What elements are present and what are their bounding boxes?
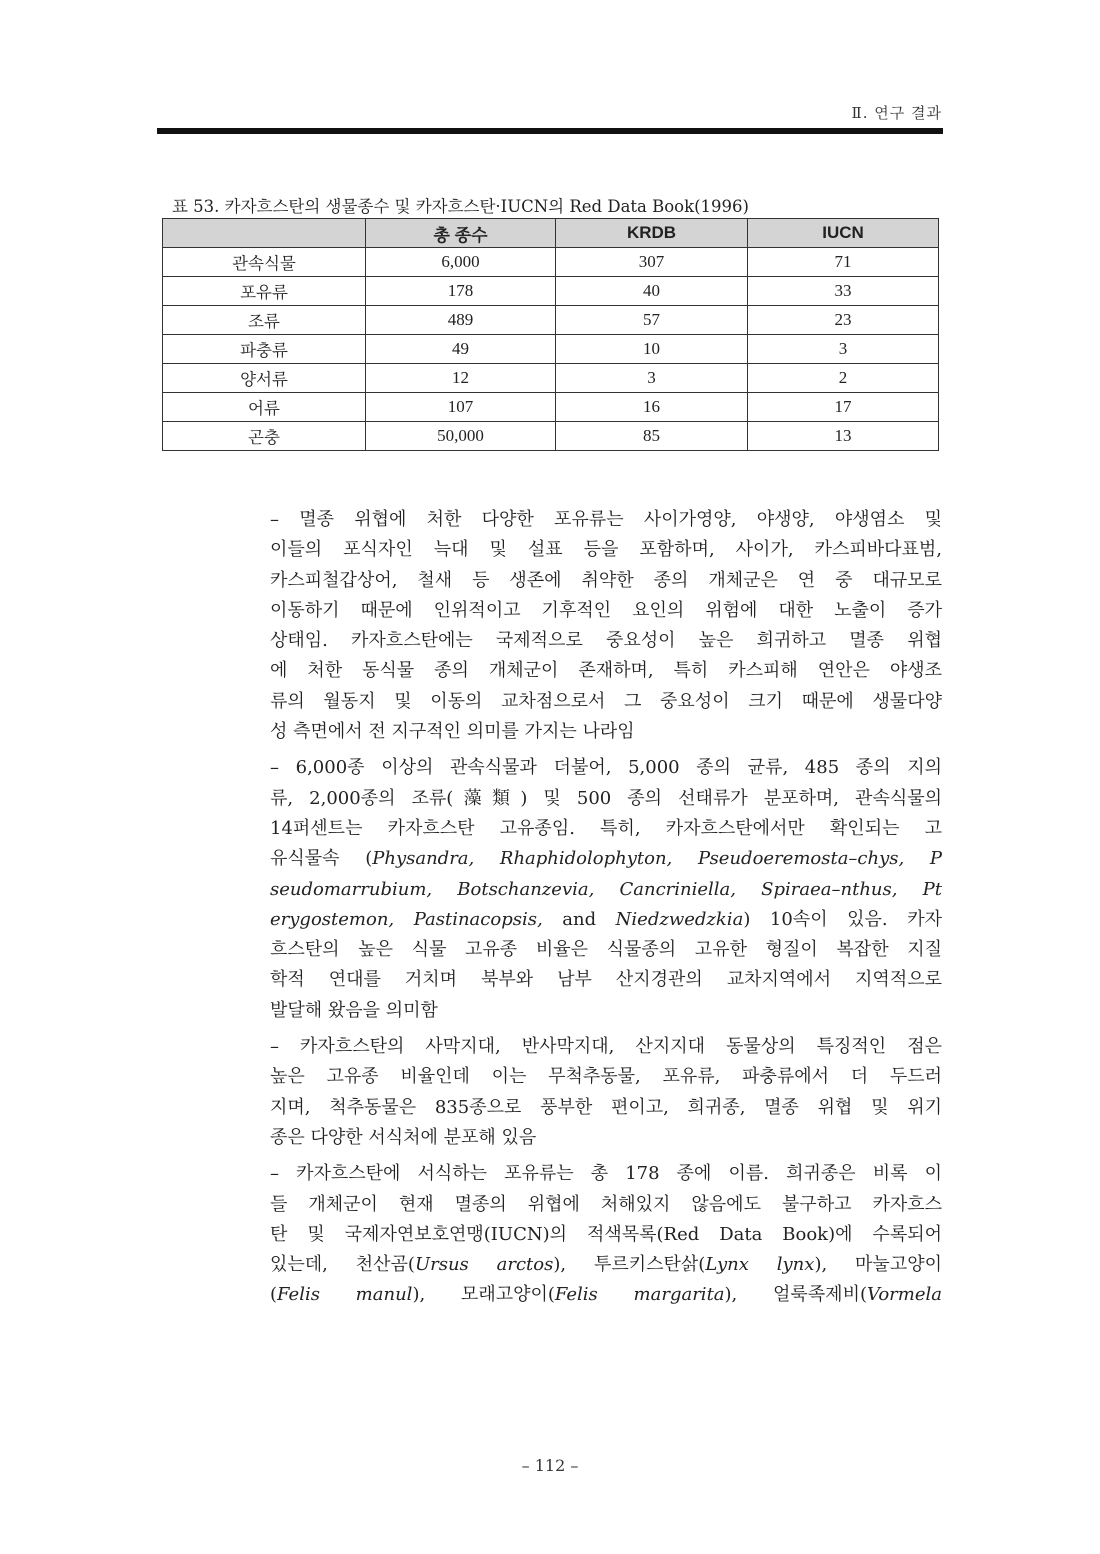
column-header — [163, 219, 366, 248]
table-header-row — [163, 219, 939, 248]
text-line — [270, 875, 942, 905]
table-cell: 13 — [748, 422, 939, 451]
table-cell: 12 — [366, 364, 556, 393]
text-run: and — [542, 908, 616, 930]
table-cell: 파충류 — [163, 335, 366, 364]
text-line: 학적 연대를 거치며 북부와 남부 산지경관의 교차지역에서 지역적으로 — [270, 969, 942, 991]
table-cell: 40 — [556, 277, 748, 306]
table-caption: 표 53. 카자흐스탄의 생물종수 및 카자흐스탄·IUCN의 Red Data Book(1996) — [172, 197, 749, 216]
text-line: – 멸종 위협에 처한 다양한 포유류는 사이가영양, 야생양, 야생염소 및 — [270, 509, 942, 530]
text-line — [270, 905, 942, 935]
text-line: 성 측면에서 전 지구적인 의미를 가지는 나라임 — [270, 721, 635, 743]
running-header: Ⅱ. 연구 결과 — [851, 104, 942, 122]
text-line: 흐스탄의 높은 식물 고유종 비율은 식물종의 고유한 형질이 복잡한 지질 — [270, 939, 942, 961]
table-cell: 포유류 — [163, 277, 366, 306]
table-cell: 17 — [748, 393, 939, 422]
table-cell: 3 — [748, 335, 939, 364]
text-line: 이들의 포식자인 늑대 및 설표 등을 포함하며, 사이가, 카스피바다표범, — [270, 539, 942, 561]
table-cell: 50,000 — [366, 422, 556, 451]
table-cell: 10 — [556, 335, 748, 364]
table-cell: 2 — [748, 364, 939, 393]
text-run: ) 10속이 있음. 카자 — [743, 908, 942, 930]
table-cell: 489 — [366, 306, 556, 335]
table-row — [163, 277, 939, 306]
table-row — [163, 248, 939, 277]
table-cell: 곤충 — [163, 422, 366, 451]
table-cell: 3 — [556, 364, 748, 393]
table-cell: 85 — [556, 422, 748, 451]
table-cell: 49 — [366, 335, 556, 364]
scientific-name: Physandra, Rhaphidolophyton, Pseudoeremosta–chys, P — [372, 848, 942, 870]
table-row — [163, 306, 939, 335]
table-cell: 307 — [556, 248, 748, 277]
text-line: 상태임. 카자흐스탄에는 국제적으로 중요성이 높은 희귀하고 멸종 위협 — [270, 630, 942, 652]
text-line: 이동하기 때문에 인위적이고 기후적인 요인의 위험에 대한 노출이 증가 — [270, 599, 942, 621]
scientific-name: seudomarrubium, Botschanzevia, Cancriniella, Spiraea–nthus, Pt — [270, 878, 942, 900]
text-line: 카스피철갑상어, 철새 등 생존에 취약한 종의 개체군은 연 중 대규모로 — [270, 569, 942, 591]
scientific-name: Lynx lynx — [705, 1254, 815, 1276]
scientific-name: Niedzwedzkia — [615, 908, 744, 930]
table-cell: 107 — [366, 393, 556, 422]
table-cell: 16 — [556, 393, 748, 422]
text-line: 종은 다양한 서식처에 분포해 있음 — [270, 1126, 537, 1148]
text-run: ), 얼룩족제비( — [724, 1284, 867, 1306]
table-row — [163, 393, 939, 422]
text-line: 발달해 왔음을 의미함 — [270, 999, 438, 1021]
text-run: ), 모래고양이( — [412, 1284, 555, 1306]
text-line: – 6,000종 이상의 관속식물과 더불어, 5,000 종의 균류, 485 종의 지의 — [270, 757, 942, 779]
table-cell: 조류 — [163, 306, 366, 335]
scientific-name: Felis manul — [277, 1284, 413, 1306]
paragraph-fauna — [270, 1032, 942, 1153]
body-text — [270, 505, 942, 1317]
table-row — [163, 335, 939, 364]
column-header: IUCN — [748, 219, 939, 248]
text-line: – 카자흐스탄에 서식하는 포유류는 총 178 종에 이름. 희귀종은 비록 이 — [270, 1163, 942, 1185]
scientific-name: Vormela — [866, 1284, 942, 1306]
text-line: 들 개체군이 현재 멸종의 위협에 처해있지 않음에도 불구하고 카자흐스 — [270, 1193, 942, 1215]
column-header: 총 종수 — [366, 219, 556, 248]
text-line: – 카자흐스탄의 사막지대, 반사막지대, 산지지대 동물상의 특징적인 점은 — [270, 1036, 942, 1058]
scientific-name: Felis margarita — [554, 1284, 725, 1306]
text-line: 높은 고유종 비율인데 이는 무척추동물, 포유류, 파충류에서 더 두드러 — [270, 1066, 942, 1088]
text-line: 14퍼센트는 카자흐스탄 고유종임. 특히, 카자흐스탄에서만 확인되는 고 — [270, 817, 942, 839]
header-rule — [157, 128, 943, 134]
table-row — [163, 364, 939, 393]
page-number: – 112 – — [521, 1456, 579, 1475]
table-cell: 71 — [748, 248, 939, 277]
text-line: 류의 월동지 및 이동의 교차점으로서 그 중요성이 크기 때문에 생물다양 — [270, 690, 942, 712]
table-row — [163, 422, 939, 451]
paragraph-vascular-plants — [270, 753, 942, 1026]
table-cell: 양서류 — [163, 364, 366, 393]
text-line — [270, 1280, 942, 1310]
table-cell: 33 — [748, 277, 939, 306]
text-run: ( — [270, 1284, 278, 1306]
column-header: KRDB — [556, 219, 748, 248]
text-run: 있는데, 천산곰( — [270, 1254, 415, 1276]
table-cell: 관속식물 — [163, 248, 366, 277]
table-cell: 57 — [556, 306, 748, 335]
species-table — [162, 218, 939, 451]
text-line: 류, 2,000종의 조류(藻類) 및 500 종의 선태류가 분포하며, 관속식물의 — [270, 787, 942, 809]
table-cell: 6,000 — [366, 248, 556, 277]
text-run: ), 마눌고양이 — [814, 1254, 942, 1276]
paragraph-mammal-species — [270, 1159, 942, 1310]
text-run: 유식물속 ( — [270, 848, 373, 870]
text-line — [270, 1250, 942, 1280]
text-line: 에 처한 동식물 종의 개체군이 존재하며, 특히 카스피해 연안은 야생조 — [270, 660, 942, 682]
text-line: 지며, 척추동물은 835종으로 풍부한 편이고, 희귀종, 멸종 위협 및 위기 — [270, 1096, 942, 1118]
scientific-name: erygostemon, Pastinacopsis, — [270, 908, 543, 930]
text-line — [270, 844, 942, 874]
table-cell: 어류 — [163, 393, 366, 422]
text-run: ), 투르키스탄삵( — [553, 1254, 706, 1276]
text-line: 탄 및 국제자연보호연맹(IUCN)의 적색목록(Red Data Book)에 수록되어 — [270, 1223, 942, 1245]
table-cell: 23 — [748, 306, 939, 335]
scientific-name: Ursus arctos — [414, 1254, 554, 1276]
table-cell: 178 — [366, 277, 556, 306]
paragraph-endangered-mammals — [270, 505, 942, 747]
